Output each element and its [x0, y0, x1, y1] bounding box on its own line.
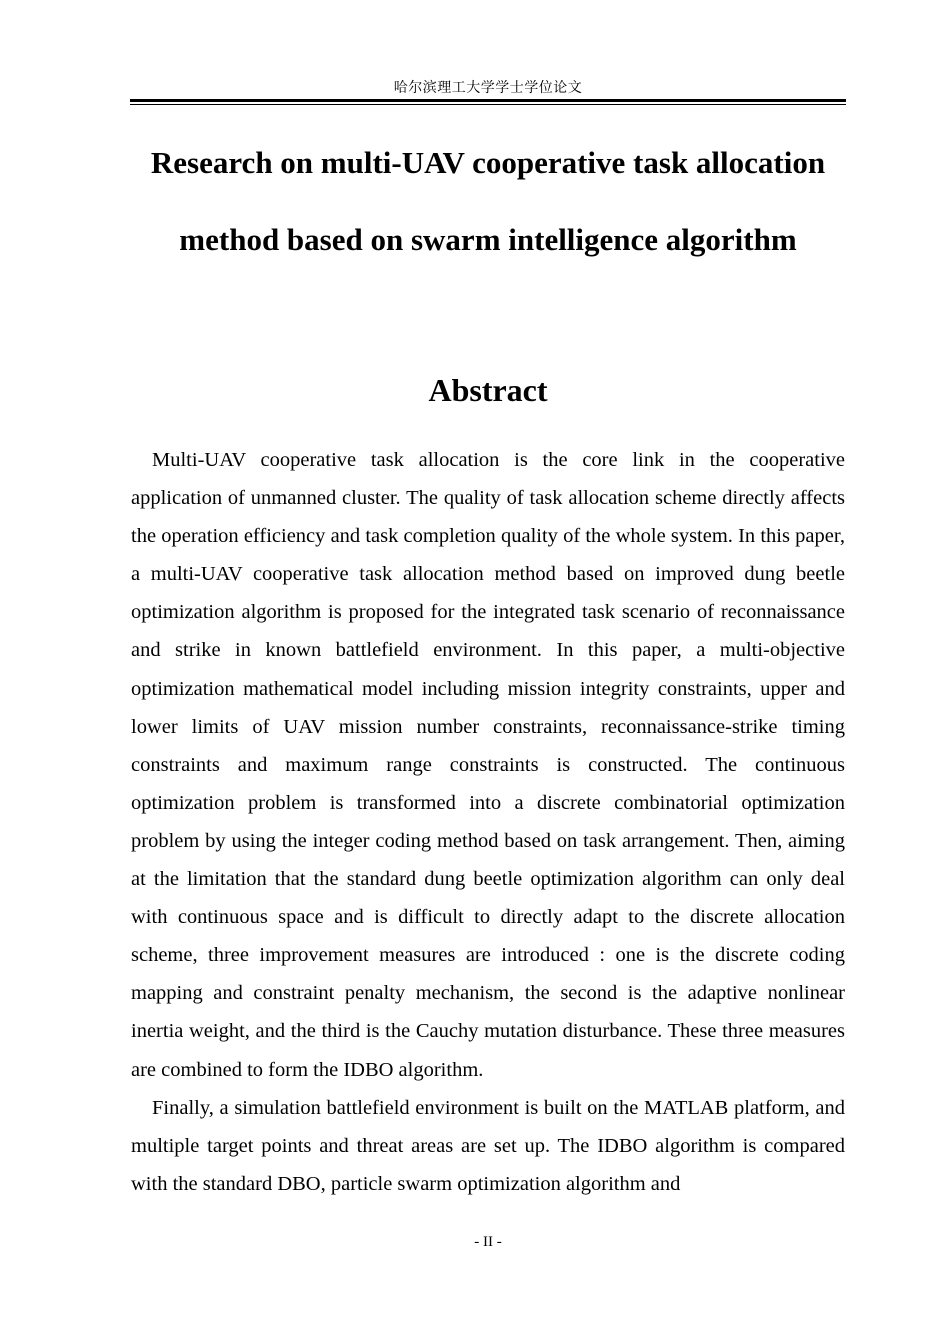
- abstract-heading: Abstract: [428, 372, 548, 408]
- abstract-paragraph-2: Finally, a simulation battlefield environment is built on the MATLAB platform, and multiple target points and threat areas are set up. The IDBO algorithm is compared with the standard DBO, particle swarm optimization algorithm and: [131, 1096, 845, 1195]
- running-header: 哈尔滨理工大学学士学位论文: [393, 80, 583, 96]
- header-rule-thick: [130, 99, 846, 102]
- page-number: - II -: [474, 1234, 502, 1250]
- abstract-paragraph-1: Multi-UAV cooperative task allocation is the core link in the cooperative application of unmanned cluster. The quality of task allocation scheme directly affects the operation efficiency and task completion quality of the whole system. In this paper, a multi-UAV cooperative task allocation method based on improved dung beetle optimization algorithm is proposed for the integrated task scenario of reconnaissance and strike in known battlefield environment. In this paper, a multi-objective optimization mathematical model including mission integrity constraints, upper and lower limits of UAV mission number constraints, reconnaissance-strike timing constraints and maximum range constraints is constructed. The continuous optimization problem is transformed into a discrete combinatorial optimization problem by using the integer coding method based on task arrangement. Then, aiming at the limitation that the standard dung beetle optimization algorithm can only deal with continuous space and is difficult to directly adapt to the discrete allocation scheme, three improvement measures are introduced : one is the discrete coding mapping and constraint penalty mechanism, the second is the adaptive nonlinear inertia weight, and the third is the Cauchy mutation disturbance. These three measures are combined to form the IDBO algorithm.: [131, 449, 845, 1081]
- paper-title: Research on multi-UAV cooperative task allocation method based on swarm intelligence algorithm: [150, 145, 826, 257]
- header-rule-thin: [130, 104, 846, 105]
- abstract-body: [131, 441, 845, 1203]
